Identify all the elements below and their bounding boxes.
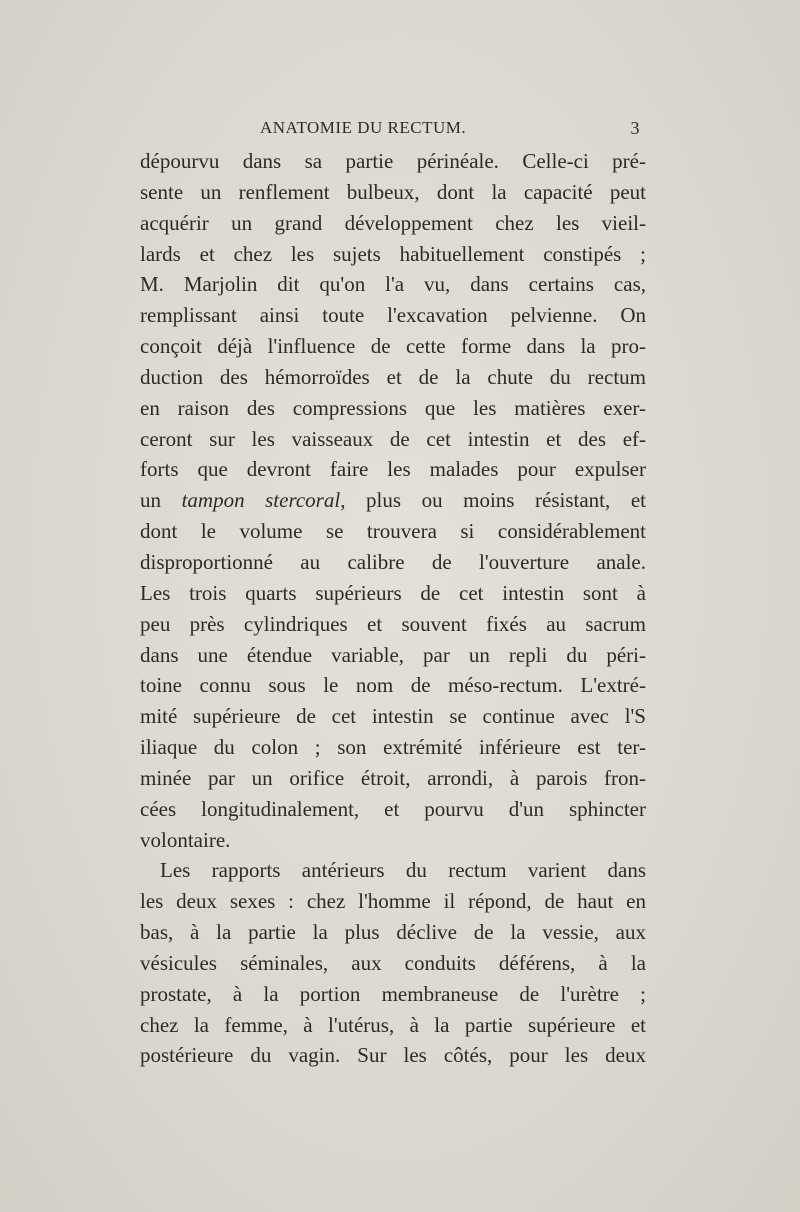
text-line: minée par un orifice étroit, arrondi, à parois fron- <box>140 765 646 790</box>
text-line: dépourvu dans sa partie périnéale. Celle-ci pré- <box>140 149 646 173</box>
text-line: forts que devront faire les malades pour expulser <box>140 457 646 482</box>
text-line: dans une étendue variable, par un repli du péri- <box>140 642 646 667</box>
text-line: ceront sur les vaisseaux de cet intestin et des ef- <box>140 426 646 451</box>
text-line: M. Marjolin dit qu'on l'a vu, dans certains cas, <box>140 272 646 297</box>
text-line: acquérir un grand développement chez les vieil- <box>140 210 646 235</box>
text-line: lards et chez les sujets habituellement constipés ; <box>140 241 646 266</box>
text-line: conçoit déjà l'influence de cette forme dans la pro- <box>140 334 646 359</box>
text-line: sente un renflement bulbeux, dont la capacité peut <box>140 179 646 204</box>
text-fragment: un <box>140 488 182 513</box>
text-line: volontaire. <box>140 827 231 852</box>
text-line: chez la femme, à l'utérus, à la partie supérieure et <box>140 1012 646 1037</box>
text-line: Les rapports antérieurs du rectum varient dans <box>160 858 646 883</box>
page-number: 3 <box>630 118 640 138</box>
text-line: iliaque du colon ; son extrémité inférieure est ter- <box>140 735 646 760</box>
text-line: cées longitudinalement, et pourvu d'un sphincter <box>140 796 646 821</box>
text-line: prostate, à la portion membraneuse de l'urètre ; <box>140 981 646 1006</box>
text-line: les deux sexes : chez l'homme il répond, de haut en <box>140 889 646 914</box>
text-line: bas, à la partie la plus déclive de la vessie, aux <box>140 920 646 945</box>
text-line: Les trois quarts supérieurs de cet intestin sont à <box>140 580 646 605</box>
body-text <box>140 146 646 1071</box>
text-line: disproportionné au calibre de l'ouverture anale. <box>140 549 646 574</box>
running-title: ANATOMIE DU RECTUM. <box>260 118 467 137</box>
text-line: vésicules séminales, aux conduits déférens, à la <box>140 950 646 975</box>
text-line: en raison des compressions que les matières exer- <box>140 395 646 420</box>
running-head <box>140 118 640 140</box>
text-line: postérieure du vagin. Sur les côtés, pour les deux <box>140 1043 646 1068</box>
text-line-italic <box>140 485 646 516</box>
italic-phrase: tampon stercoral <box>181 488 341 513</box>
text-line: dont le volume se trouvera si considérablement <box>140 519 646 544</box>
text-line: mité supérieure de cet intestin se continue avec l'S <box>140 704 646 729</box>
text-fragment: , plus ou moins résistant, et <box>340 488 646 513</box>
text-line: duction des hémorroïdes et de la chute du rectum <box>140 364 646 389</box>
text-line: remplissant ainsi toute l'excavation pelvienne. On <box>140 303 646 328</box>
text-line: toine connu sous le nom de méso-rectum. L'extré- <box>140 673 646 698</box>
text-line: peu près cylindriques et souvent fixés au sacrum <box>140 611 646 636</box>
